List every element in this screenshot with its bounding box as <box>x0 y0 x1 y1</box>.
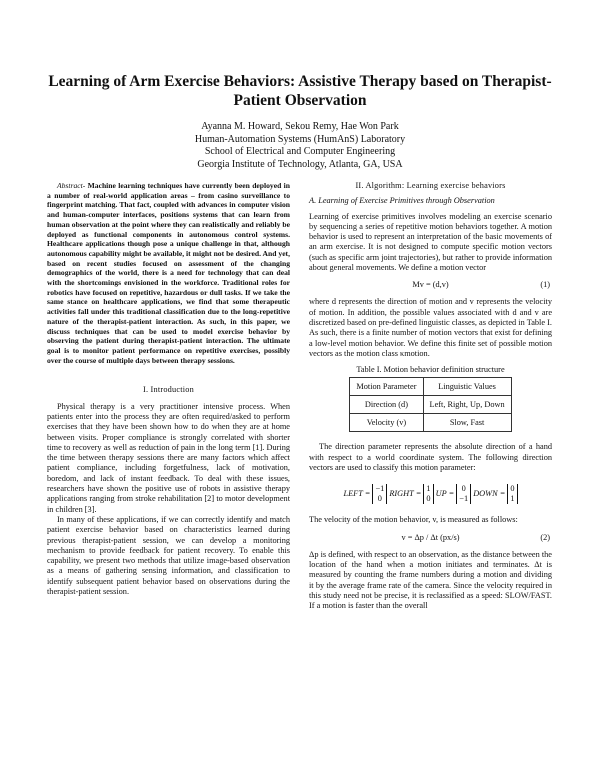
direction-vectors-equation <box>309 481 552 507</box>
equation-2-number: (2) <box>540 532 550 542</box>
table-row <box>350 396 511 414</box>
author-institute: Georgia Institute of Technology, Atlanta, GA, USA <box>197 158 403 170</box>
dir-label-up: UP = <box>435 489 455 499</box>
dir-vector-right: 1 0 <box>423 484 433 504</box>
subsection-heading: A. Learning of Exercise Primitives through Observation <box>309 196 495 206</box>
author-block <box>40 121 560 171</box>
algorithm-paragraph-2: where d represents the direction of motion and v represents the velocity of motion. In addition, the possible values associated with d and v are discretized based on pre-defined linguistic classes, as depicted in Table I. As such, there is a finite number of motion vectors that exist for defining a low-level motion behavior. We define this finite set of possible motion vectors as the motion class κmotion. <box>309 297 552 358</box>
equation-1 <box>309 277 552 293</box>
table-header-cell: Motion Parameter <box>350 378 423 396</box>
table-caption: Table I. Motion behavior definition structure <box>356 365 505 375</box>
table-cell: Velocity (v) <box>350 414 423 432</box>
author-lab: Human-Automation Systems (HumAnS) Laboratory <box>194 133 406 145</box>
author-names: Ayanna M. Howard, Sekou Remy, Hae Won Park <box>201 121 399 132</box>
algorithm-paragraph-4: The velocity of the motion behavior, v, is measured as follows: <box>309 515 518 525</box>
algorithm-paragraph-5: Δp is defined, with respect to an observation, as the distance between the location of the hand when a motion initiates and terminates. Δt is measured by counting the frame numbers during a motion and dividing it by the average frame rate of the camera. Since the velocity required in this study need not be precise, it is reclassified as a speed: SLOW/FAST. If a motion is faster than the overall <box>309 549 552 611</box>
abstract-label: Abstract- <box>57 181 86 190</box>
intro-paragraph-1: Physical therapy is a very practitioner intensive process. When patients enter into the process they are often required/asked to perform exercises that they have been shown how to do when they are at home between visits. Proper compliance is strongly correlated with shorter time to recovery as well as reduction of pain in the long term [1]. During the time between therapy sessions there are many factors which affect patient compliance, including forgetfulness, lack of motivation, boredom, and lack of instant feedback. To deal with these issues, researchers have shown the positive use of robots in assistive therapy applications ranging from stroke rehabilitation [2] to motor development in children [3]. <box>47 401 290 514</box>
table-header-row <box>350 378 511 396</box>
motion-behavior-table <box>349 377 511 432</box>
table-cell: Left, Right, Up, Down <box>423 396 511 414</box>
table-row <box>350 414 511 432</box>
left-column <box>47 181 290 597</box>
table-cell: Slow, Fast <box>423 414 511 432</box>
dir-label-left: LEFT = <box>343 489 371 499</box>
dir-vector-left: −1 0 <box>372 484 387 504</box>
section-heading-algorithm: II. Algorithm: Learning exercise behaviors <box>355 181 506 190</box>
table-cell: Direction (d) <box>350 396 423 414</box>
dir-label-down: DOWN = <box>473 489 506 499</box>
equation-1-number: (1) <box>540 280 550 290</box>
dir-vector-down: 0 1 <box>507 484 517 504</box>
section-heading-introduction: I. Introduction <box>143 385 194 395</box>
equation-2-body: v = Δp / Δt (px/s) <box>401 532 460 542</box>
paper-title: Learning of Arm Exercise Behaviors: Assistive Therapy based on Therapist-Patient Observation <box>48 73 552 109</box>
abstract-text: Machine learning techniques have currently been deployed in a number of real-world application areas – from casino surveillance to fingerprint matching. That fact, coupled with advances in computer vision and human-computer interfaces, positions systems that can learn from human observation at the point where they can realistically and reliably be deployed as functional components in autonomous control systems. Healthcare applications though pose a unique challenge in that, although autonomous capability might be available, it might not be desired. And yet, based on recent studies focused on assessment of the changing demographics of the world, there is a need for technology that can deal with the shortcomings envisioned in the workforce. Traditional roles for robotics have focused on repetitive, hazardous or dull tasks. If we take the same stance on healthcare applications, we find that some therapeutic activities fall under this traditional classification due to the long-repetitive nature of the therapist-patient interaction. As such, in this paper, we discuss techniques that can be used to model exercise behavior by observing the patient during therapist-patient interaction. The ultimate goal is to monitor patient performance on repetitive exercises, possibly over the course of multiple days between therapy sessions. <box>47 181 290 365</box>
right-column <box>309 181 552 611</box>
equation-2 <box>309 530 552 546</box>
dir-label-right: RIGHT = <box>389 489 422 499</box>
table-header-cell: Linguistic Values <box>423 378 511 396</box>
intro-paragraph-2: In many of these applications, if we can correctly identify and match patient exercise behavior based on characteristics learned during previous therapist-patient session, we can develop a monitoring mechanism to provide feedback for patient recovery. To enable this capability, we present two methods that utilize image-based observation as a means of gathering sensing information, and classification to identify subsequent patient behavior based on observations during the therapist-patient session. <box>47 514 290 596</box>
abstract <box>47 181 290 365</box>
algorithm-paragraph-3: The direction parameter represents the absolute direction of a hand with respect to a world coordinate system. The following direction vectors are used to classify this motion parameter: <box>309 442 552 473</box>
equation-1-body: Mv = (d,v) <box>412 280 449 290</box>
author-school: School of Electrical and Computer Engineering <box>204 146 396 157</box>
algorithm-paragraph-1: Learning of exercise primitives involves modeling an exercise scenario by sequencing a series of repetitive motion behaviors together. A motion behavior is used to represent an interpretation of the basic movements of an arm exercise. It is not designed to compute specific motion vectors (such as specific arm joint trajectories), but rather to provide information about general movements. We define a motion vector <box>309 211 552 273</box>
dir-vector-up: 0 −1 <box>456 484 471 504</box>
